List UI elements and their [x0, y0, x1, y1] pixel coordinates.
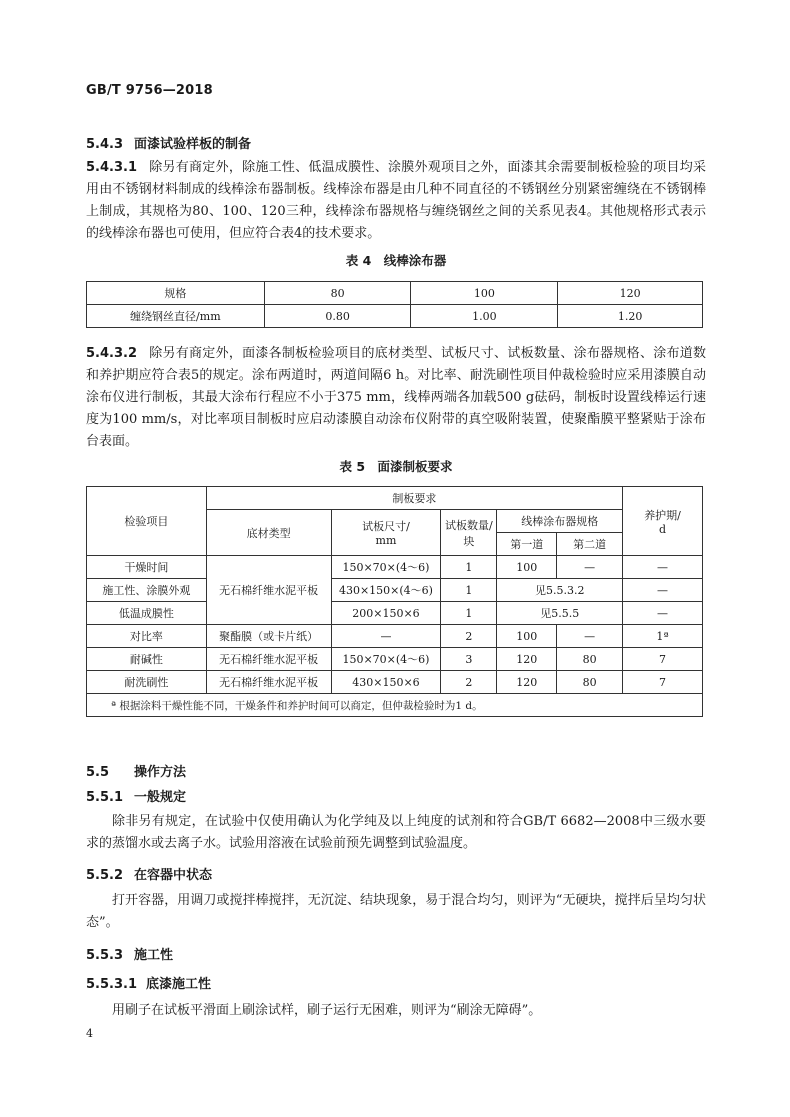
table-cell: 1 [441, 602, 497, 625]
table-cell: 430×150×6 [331, 671, 441, 694]
section-number: 5.5.2 [86, 868, 124, 883]
header-cure-unit: d [659, 522, 667, 536]
table-cell: 耐洗刷性 [87, 671, 207, 694]
section-5-5-3-1-heading [86, 973, 211, 992]
header-size-label: 试板尺寸/ [362, 520, 410, 533]
table-row [87, 602, 703, 625]
table-cell: 200×150×6 [331, 602, 441, 625]
table-5 [86, 486, 703, 717]
clause-number: 5.4.3.1 [86, 160, 137, 175]
paragraph-5-5-2: 打开容器，用调刀或搅拌棒搅拌，无沉淀、结块现象，易于混合均匀，则评为“无硬块，搅拌后呈均匀状态”。 [86, 893, 706, 930]
table-row [87, 305, 703, 328]
section-number: 5.4.3 [86, 137, 124, 152]
section-title: 施工性 [134, 948, 174, 963]
table-cell: 规格 [87, 282, 265, 305]
table-cell: 100 [497, 556, 557, 579]
table-row [87, 648, 703, 671]
section-5-5-3-heading [86, 944, 173, 963]
table-cell: 80 [264, 282, 411, 305]
table-cell: 1.20 [558, 305, 703, 328]
section-title: 底漆施工性 [146, 977, 212, 992]
paragraph-5-4-3-2 [86, 343, 706, 453]
paragraph-5-4-3-1 [86, 157, 706, 245]
table-cell: 7 [623, 648, 703, 671]
table-cell: 低温成膜性 [87, 602, 207, 625]
table-cell: 1.00 [411, 305, 558, 328]
table-footnote: ª 根据涂料干燥性能不同，干燥条件和养护时间可以商定，但仲裁检验时为1 d。 [87, 694, 703, 717]
section-5-5-1-heading [86, 786, 186, 805]
table-cell: 1 [441, 556, 497, 579]
section-5-5-2-heading [86, 864, 212, 883]
table-cell: — [623, 602, 703, 625]
section-number: 5.5.1 [86, 790, 124, 805]
section-number: 5.5.3 [86, 948, 124, 963]
table-cell: — [623, 579, 703, 602]
merged-substrate-cell: 无石棉纤维水泥平板 [206, 556, 331, 625]
table-4 [86, 281, 703, 328]
table-cell: — [623, 556, 703, 579]
table-cell: 耐碱性 [87, 648, 207, 671]
header-group: 制板要求 [206, 487, 622, 510]
section-title: 在容器中状态 [134, 868, 213, 883]
table-row [87, 579, 703, 602]
header-second-coat: 第二道 [557, 533, 623, 556]
page-number: 4 [86, 1027, 93, 1040]
table-cell: — [331, 625, 441, 648]
standard-code: GB/T 9756—2018 [86, 83, 213, 98]
table-note-row [87, 694, 703, 717]
table-cell: 2 [441, 625, 497, 648]
table-cell: 见5.5.3.2 [497, 579, 623, 602]
table-cell: — [557, 625, 623, 648]
table-cell: 1 [441, 579, 497, 602]
table-cell: 缠绕钢丝直径/mm [87, 305, 265, 328]
header-count-unit: 块 [463, 534, 475, 548]
table-cell: 干燥时间 [87, 556, 207, 579]
table-5-caption: 表 5 面漆制板要求 [339, 459, 453, 474]
table-row [87, 671, 703, 694]
header-item: 检验项目 [87, 487, 207, 556]
table-cell: 80 [557, 671, 623, 694]
paragraph-5-5-1: 除非另有规定，在试验中仅使用确认为化学纯及以上纯度的试剂和符合GB/T 6682—2008中三级水要求的蒸馏水或去离子水。试验用溶液在试验前预先调整到试验温度。 [86, 814, 706, 851]
header-size-unit: mm [375, 534, 397, 547]
header-cure [623, 487, 703, 556]
table-cell: 无石棉纤维水泥平板 [206, 648, 331, 671]
header-applicator: 线棒涂布器规格 [497, 510, 623, 533]
table-cell: 2 [441, 671, 497, 694]
table-header-row [87, 487, 703, 510]
table-cell: 见5.5.5 [497, 602, 623, 625]
header-cure-label: 养护期/ [644, 508, 681, 522]
paragraph-5-5-3-1: 用刷子在试板平滑面上刷涂试样，刷子运行无困难，则评为“刷涂无障碍”。 [112, 1003, 542, 1018]
section-5-5-heading [86, 761, 186, 780]
header-size [331, 510, 441, 556]
table-row [87, 282, 703, 305]
header-first-coat: 第一道 [497, 533, 557, 556]
table-row [87, 625, 703, 648]
table-cell: 150×70×(4～6) [331, 556, 441, 579]
table-cell: 150×70×(4～6) [331, 648, 441, 671]
clause-text: 除另有商定外，除施工性、低温成膜性、涂膜外观项目之外，面漆其余需要制板检验的项目均采用由不锈钢材料制成的线棒涂布器制板。线棒涂布器是由几种不同直径的不锈钢丝分别紧密缠绕在不锈钢棒上制成，其规格为80、100、120三种，线棒涂布器规格与缠绕钢丝之间的关系见表4。其他规格形式表示的线棒涂布器也可使用，但应符合表4的技术要求。 [86, 160, 706, 241]
header-count [441, 510, 497, 556]
table-cell: 聚酯膜（或卡片纸） [206, 625, 331, 648]
table-cell: — [557, 556, 623, 579]
header-count-label: 试板数量/ [445, 518, 493, 532]
clause-text: 除另有商定外，面漆各制板检验项目的底材类型、试板尺寸、试板数量、涂布器规格、涂布道数和养护期应符合表5的规定。涂布两道时，两道间隔6 h。对比率、耐洗刷性项目仲裁检验时应采用漆膜自动涂布仪进行制板，其最大涂布行程应不小于375 mm，线棒两端各加载500 g砝码，制板时设置线棒运行速度为100 mm/s，对比率项目制板时应启动漆膜自动涂布仪附带的真空吸附装置，使聚酯膜平整紧贴于涂布台表面。 [86, 346, 706, 449]
section-title: 一般规定 [134, 790, 187, 805]
table-cell: 3 [441, 648, 497, 671]
section-number: 5.5.3.1 [86, 977, 137, 992]
section-number: 5.5 [86, 765, 110, 780]
table-row [87, 556, 703, 579]
table-cell: 无石棉纤维水泥平板 [206, 671, 331, 694]
table-cell: 7 [623, 671, 703, 694]
table-cell: 100 [497, 625, 557, 648]
table-cell: 100 [411, 282, 558, 305]
table-cell: 80 [557, 648, 623, 671]
section-title: 操作方法 [134, 765, 187, 780]
table-cell: 120 [497, 671, 557, 694]
table-cell: 120 [497, 648, 557, 671]
clause-number: 5.4.3.2 [86, 346, 137, 361]
table-cell: 施工性、涂膜外观 [87, 579, 207, 602]
table-cell: 0.80 [264, 305, 411, 328]
section-5-4-3-heading [86, 133, 251, 152]
header-substrate: 底材类型 [206, 510, 331, 556]
table-cell: 430×150×(4～6) [331, 579, 441, 602]
section-title: 面漆试验样板的制备 [134, 137, 252, 152]
table-cell: 1ª [623, 625, 703, 648]
table-cell: 120 [558, 282, 703, 305]
table-cell: 对比率 [87, 625, 207, 648]
table-4-caption: 表 4 线棒涂布器 [345, 253, 447, 268]
